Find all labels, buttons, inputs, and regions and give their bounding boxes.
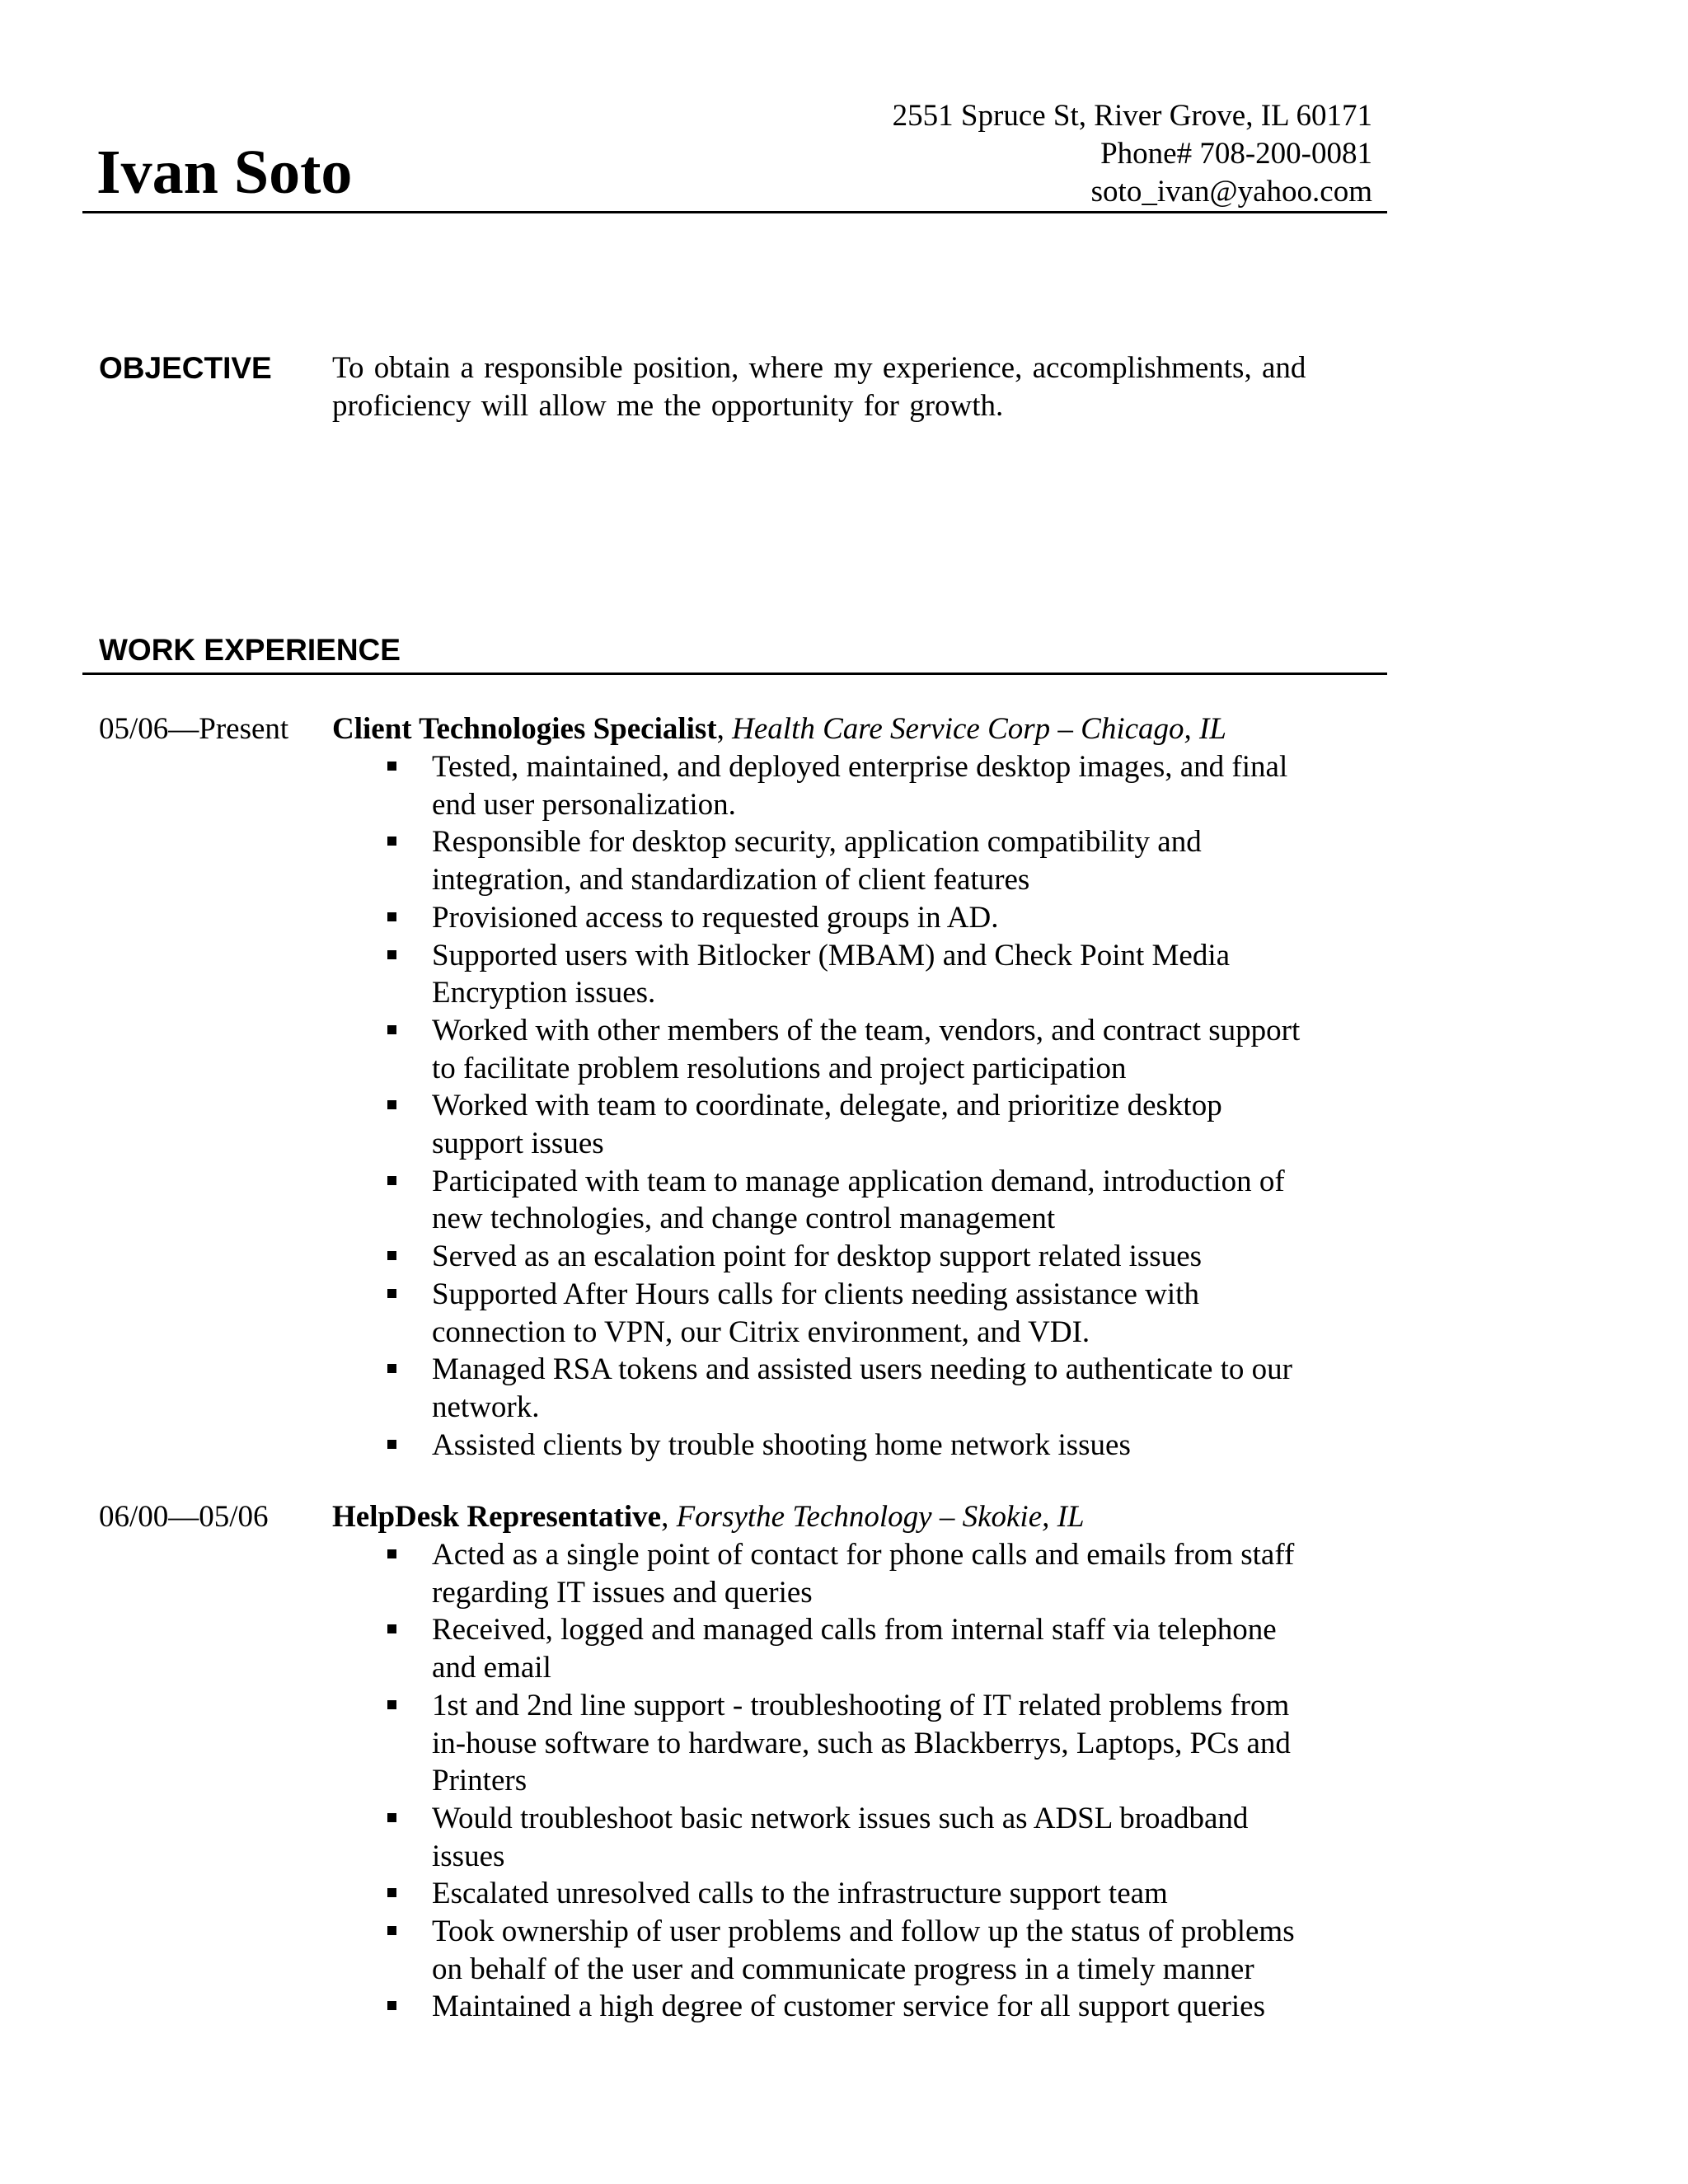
square-bullet-icon bbox=[387, 1100, 396, 1109]
bullet-item bbox=[381, 1800, 1403, 1875]
bullet-item bbox=[381, 1276, 1403, 1351]
bullet-text-line: Participated with team to manage application demand, introduction of bbox=[432, 1164, 1285, 1198]
square-bullet-icon bbox=[387, 912, 396, 921]
job-separator: , bbox=[661, 1500, 677, 1534]
bullet-item bbox=[381, 1351, 1403, 1426]
job-dates: 05/06—Present bbox=[99, 712, 289, 746]
bullet-item bbox=[381, 1238, 1403, 1276]
job-separator: , bbox=[716, 712, 733, 746]
objective-heading: OBJECTIVE bbox=[99, 351, 272, 385]
job-title: HelpDesk Representative bbox=[332, 1500, 662, 1534]
contact-phone: Phone# 708-200-0081 bbox=[1100, 137, 1372, 171]
bullet-text-line: Received, logged and managed calls from internal staff via telephone bbox=[432, 1613, 1277, 1647]
job-bullet-list bbox=[381, 748, 1403, 1464]
job-bullet-list bbox=[381, 1536, 1403, 2026]
square-bullet-icon bbox=[387, 950, 396, 959]
bullet-item bbox=[381, 1163, 1403, 1238]
candidate-name: Ivan Soto bbox=[96, 138, 353, 207]
bullet-text-line: 1st and 2nd line support - troubleshooting of IT related problems from bbox=[432, 1688, 1290, 1722]
bullet-text-line: integration, and standardization of client features bbox=[432, 863, 1030, 898]
bullet-text-line: in-house software to hardware, such as Blackberrys, Laptops, PCs and bbox=[432, 1726, 1291, 1760]
objective-line: proficiency will allow me the opportunity for growth. bbox=[332, 389, 1004, 423]
bullet-item bbox=[381, 1427, 1403, 1465]
square-bullet-icon bbox=[387, 2001, 396, 2010]
bullet-text-line: new technologies, and change control management bbox=[432, 1202, 1056, 1236]
square-bullet-icon bbox=[387, 1624, 396, 1633]
bullet-text-line: Maintained a high degree of customer service for all support queries bbox=[432, 1990, 1265, 2024]
bullet-text-line: Printers bbox=[432, 1764, 528, 1798]
bullet-text-line: Managed RSA tokens and assisted users needing to authenticate to our bbox=[432, 1352, 1293, 1387]
square-bullet-icon bbox=[387, 1025, 396, 1034]
square-bullet-icon bbox=[387, 1364, 396, 1373]
bullet-item bbox=[381, 1875, 1403, 1913]
bullet-text-line: Took ownership of user problems and follow up the status of problems bbox=[432, 1915, 1295, 1949]
bullet-item bbox=[381, 1913, 1403, 1988]
square-bullet-icon bbox=[387, 1440, 396, 1449]
square-bullet-icon bbox=[387, 1176, 396, 1185]
contact-block bbox=[713, 97, 1372, 211]
bullet-text-line: issues bbox=[432, 1839, 505, 1873]
bullet-text-line: Supported After Hours calls for clients needing assistance with bbox=[432, 1277, 1199, 1311]
bullet-item bbox=[381, 1611, 1403, 1686]
bullet-text-line: Tested, maintained, and deployed enterprise desktop images, and final bbox=[432, 750, 1288, 784]
bullet-item bbox=[381, 1988, 1403, 2026]
square-bullet-icon bbox=[387, 1926, 396, 1935]
job-dates: 06/00—05/06 bbox=[99, 1500, 269, 1534]
bullet-text-line: Escalated unresolved calls to the infrastructure support team bbox=[432, 1877, 1168, 1911]
job-company: Health Care Service Corp – Chicago, IL bbox=[732, 712, 1226, 746]
contact-address: 2551 Spruce St, River Grove, IL 60171 bbox=[892, 99, 1372, 133]
bullet-item bbox=[381, 1012, 1403, 1087]
objective-line: To obtain a responsible position, where my experience, accomplishments, and bbox=[332, 351, 1306, 385]
square-bullet-icon bbox=[387, 1700, 396, 1709]
bullet-text-line: regarding IT issues and queries bbox=[432, 1575, 813, 1610]
bullet-text-line: Responsible for desktop security, application compatibility and bbox=[432, 825, 1202, 860]
bullet-item bbox=[381, 823, 1403, 898]
square-bullet-icon bbox=[387, 1289, 396, 1298]
work-experience-heading: WORK EXPERIENCE bbox=[99, 633, 401, 667]
bullet-text-line: network. bbox=[432, 1390, 540, 1424]
square-bullet-icon bbox=[387, 837, 396, 846]
bullet-text-line: Provisioned access to requested groups in AD. bbox=[432, 900, 999, 935]
square-bullet-icon bbox=[387, 1888, 396, 1897]
header-divider bbox=[82, 211, 1387, 213]
job-company: Forsythe Technology – Skokie, IL bbox=[676, 1500, 1085, 1534]
bullet-item bbox=[381, 1087, 1403, 1162]
square-bullet-icon bbox=[387, 762, 396, 771]
bullet-text-line: on behalf of the user and communicate progress in a timely manner bbox=[432, 1952, 1254, 1986]
bullet-item bbox=[381, 937, 1403, 1012]
objective-text bbox=[332, 349, 1371, 425]
square-bullet-icon bbox=[387, 1549, 396, 1558]
bullet-text-line: to facilitate problem resolutions and project participation bbox=[432, 1051, 1127, 1085]
contact-email: soto_ivan@yahoo.com bbox=[1090, 175, 1372, 209]
work-experience-divider bbox=[82, 673, 1387, 675]
bullet-text-line: Supported users with Bitlocker (MBAM) and Check Point Media bbox=[432, 938, 1231, 972]
bullet-text-line: Would troubleshoot basic network issues such as ADSL broadband bbox=[432, 1801, 1249, 1835]
bullet-item bbox=[381, 899, 1403, 937]
square-bullet-icon bbox=[387, 1251, 396, 1260]
bullet-item bbox=[381, 748, 1403, 823]
bullet-text-line: Encryption issues. bbox=[432, 976, 656, 1010]
job-heading bbox=[332, 710, 1226, 748]
bullet-item bbox=[381, 1687, 1403, 1800]
job-heading bbox=[332, 1498, 1085, 1536]
bullet-text-line: Served as an escalation point for desktop support related issues bbox=[432, 1240, 1203, 1274]
bullet-text-line: Acted as a single point of contact for phone calls and emails from staff bbox=[432, 1538, 1295, 1572]
bullet-text-line: Worked with team to coordinate, delegate, and prioritize desktop bbox=[432, 1089, 1222, 1123]
bullet-text-line: and email bbox=[432, 1651, 551, 1685]
bullet-text-line: end user personalization. bbox=[432, 787, 736, 822]
bullet-item bbox=[381, 1536, 1403, 1611]
bullet-text-line: Assisted clients by trouble shooting home network issues bbox=[432, 1427, 1131, 1462]
bullet-text-line: Worked with other members of the team, vendors, and contract support bbox=[432, 1013, 1301, 1047]
bullet-text-line: support issues bbox=[432, 1127, 604, 1161]
bullet-text-line: connection to VPN, our Citrix environment, and VDI. bbox=[432, 1315, 1090, 1349]
square-bullet-icon bbox=[387, 1813, 396, 1822]
job-title: Client Technologies Specialist bbox=[332, 712, 717, 746]
